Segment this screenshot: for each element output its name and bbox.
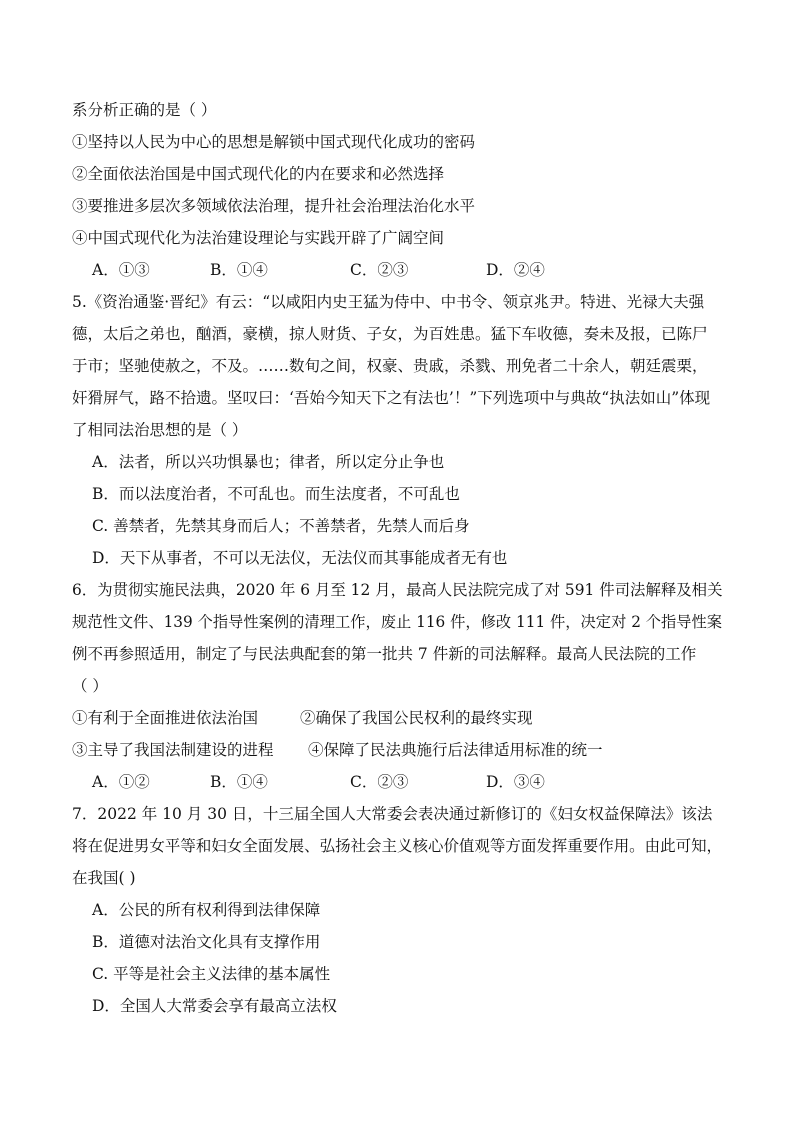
q5-line-4: 奸猾屏气，路不拾遗。坚叹曰：‘吾始今知天下之有法也’！”下列选项中与典故“执法如山”体现 — [72, 389, 711, 407]
q4-item-1: ①坚持以人民为中心的思想是解锁中国式现代化成功的密码 — [72, 133, 476, 151]
q6-option-d: D．③④ — [486, 773, 545, 791]
q5-option-a: A．法者，所以兴功惧暴也；律者，所以定分止争也 — [92, 453, 445, 471]
q5-option-d: D．天下从事者，不可以无法仪，无法仪而其事能成者无有也 — [92, 549, 508, 567]
q6-option-c: C．②③ — [350, 773, 409, 791]
q6-line-4: （ ） — [72, 677, 108, 695]
q6-option-b: B．①④ — [210, 773, 268, 791]
q5-line-2: 德，太后之弟也，酗酒，豪横，掠人财货、子女，为百姓患。猛下车收德，奏未及报，已陈尸 — [72, 325, 708, 343]
q4-option-d: D．②④ — [486, 261, 545, 279]
q6-line-2: 规范性文件、139 个指导性案例的清理工作，废止 116 件，修改 111 件，决定对 2 个指导性案 — [72, 613, 723, 631]
q4-option-c: C．②③ — [350, 261, 409, 279]
q6-item-3: ③主导了我国法制建设的进程 — [72, 741, 274, 759]
q4-stem-tail: 系分析正确的是（ ） — [72, 101, 217, 119]
q7-line-3: 在我国( ) — [72, 869, 136, 887]
q4-option-a: A．①③ — [92, 261, 150, 279]
q6-option-a: A．①② — [92, 773, 150, 791]
q4-item-3: ③要推进多层次多领域依法治理，提升社会治理法治化水平 — [72, 197, 476, 215]
q7-option-a: A．公民的所有权利得到法律保障 — [92, 901, 321, 919]
q5-line-1: 5.《资治通鉴·晋纪》有云：“以咸阳内史王猛为侍中、中书令、领京兆尹。特进、光禄大夫强 — [72, 293, 705, 311]
q7-option-d: D．全国人大常委会享有最高立法权 — [92, 997, 337, 1015]
q6-line-1: 6．为贯彻实施民法典，2020 年 6 月至 12 月，最高人民法院完成了对 591 件司法解释及相关 — [72, 581, 723, 599]
q4-option-b: B．①④ — [210, 261, 268, 279]
q6-item-1: ①有利于全面推进依法治国 — [72, 709, 259, 727]
q4-item-2: ②全面依法治国是中国式现代化的内在要求和必然选择 — [72, 165, 445, 183]
q4-item-4: ④中国式现代化为法治建设理论与实践开辟了广阔空间 — [72, 229, 445, 247]
q5-option-b: B．而以法度治者，不可乱也。而生法度者，不可乱也 — [92, 485, 460, 503]
q7-line-2: 将在促进男女平等和妇女全面发展、弘扬社会主义核心价值观等方面发挥重要作用。由此可知， — [72, 837, 723, 855]
q7-option-b: B．道德对法治文化具有支撑作用 — [92, 933, 321, 951]
q5-option-c: C. 善禁者，先禁其身而后人；不善禁者，先禁人而后身 — [92, 517, 470, 535]
q5-line-3: 于市；坚驰使赦之，不及。……数旬之间，权豪、贵戚，杀戮、刑免者二十余人，朝廷震栗， — [72, 357, 708, 375]
q7-line-1: 7．2022 年 10 月 30 日，十三届全国人大常委会表决通过新修订的《妇女权益保障法》该法 — [72, 805, 713, 823]
q7-option-c: C. 平等是社会主义法律的基本属性 — [92, 965, 331, 983]
q6-line-3: 例不再参照适用，制定了与民法典配套的第一批共 7 件新的司法解释。最高人民法院的工作 — [72, 645, 697, 663]
q5-line-5: 了相同法治思想的是（ ） — [72, 421, 248, 439]
q6-item-2: ②确保了我国公民权利的最终实现 — [300, 709, 533, 727]
q6-item-4: ④保障了民法典施行后法律适用标准的统一 — [308, 741, 603, 759]
